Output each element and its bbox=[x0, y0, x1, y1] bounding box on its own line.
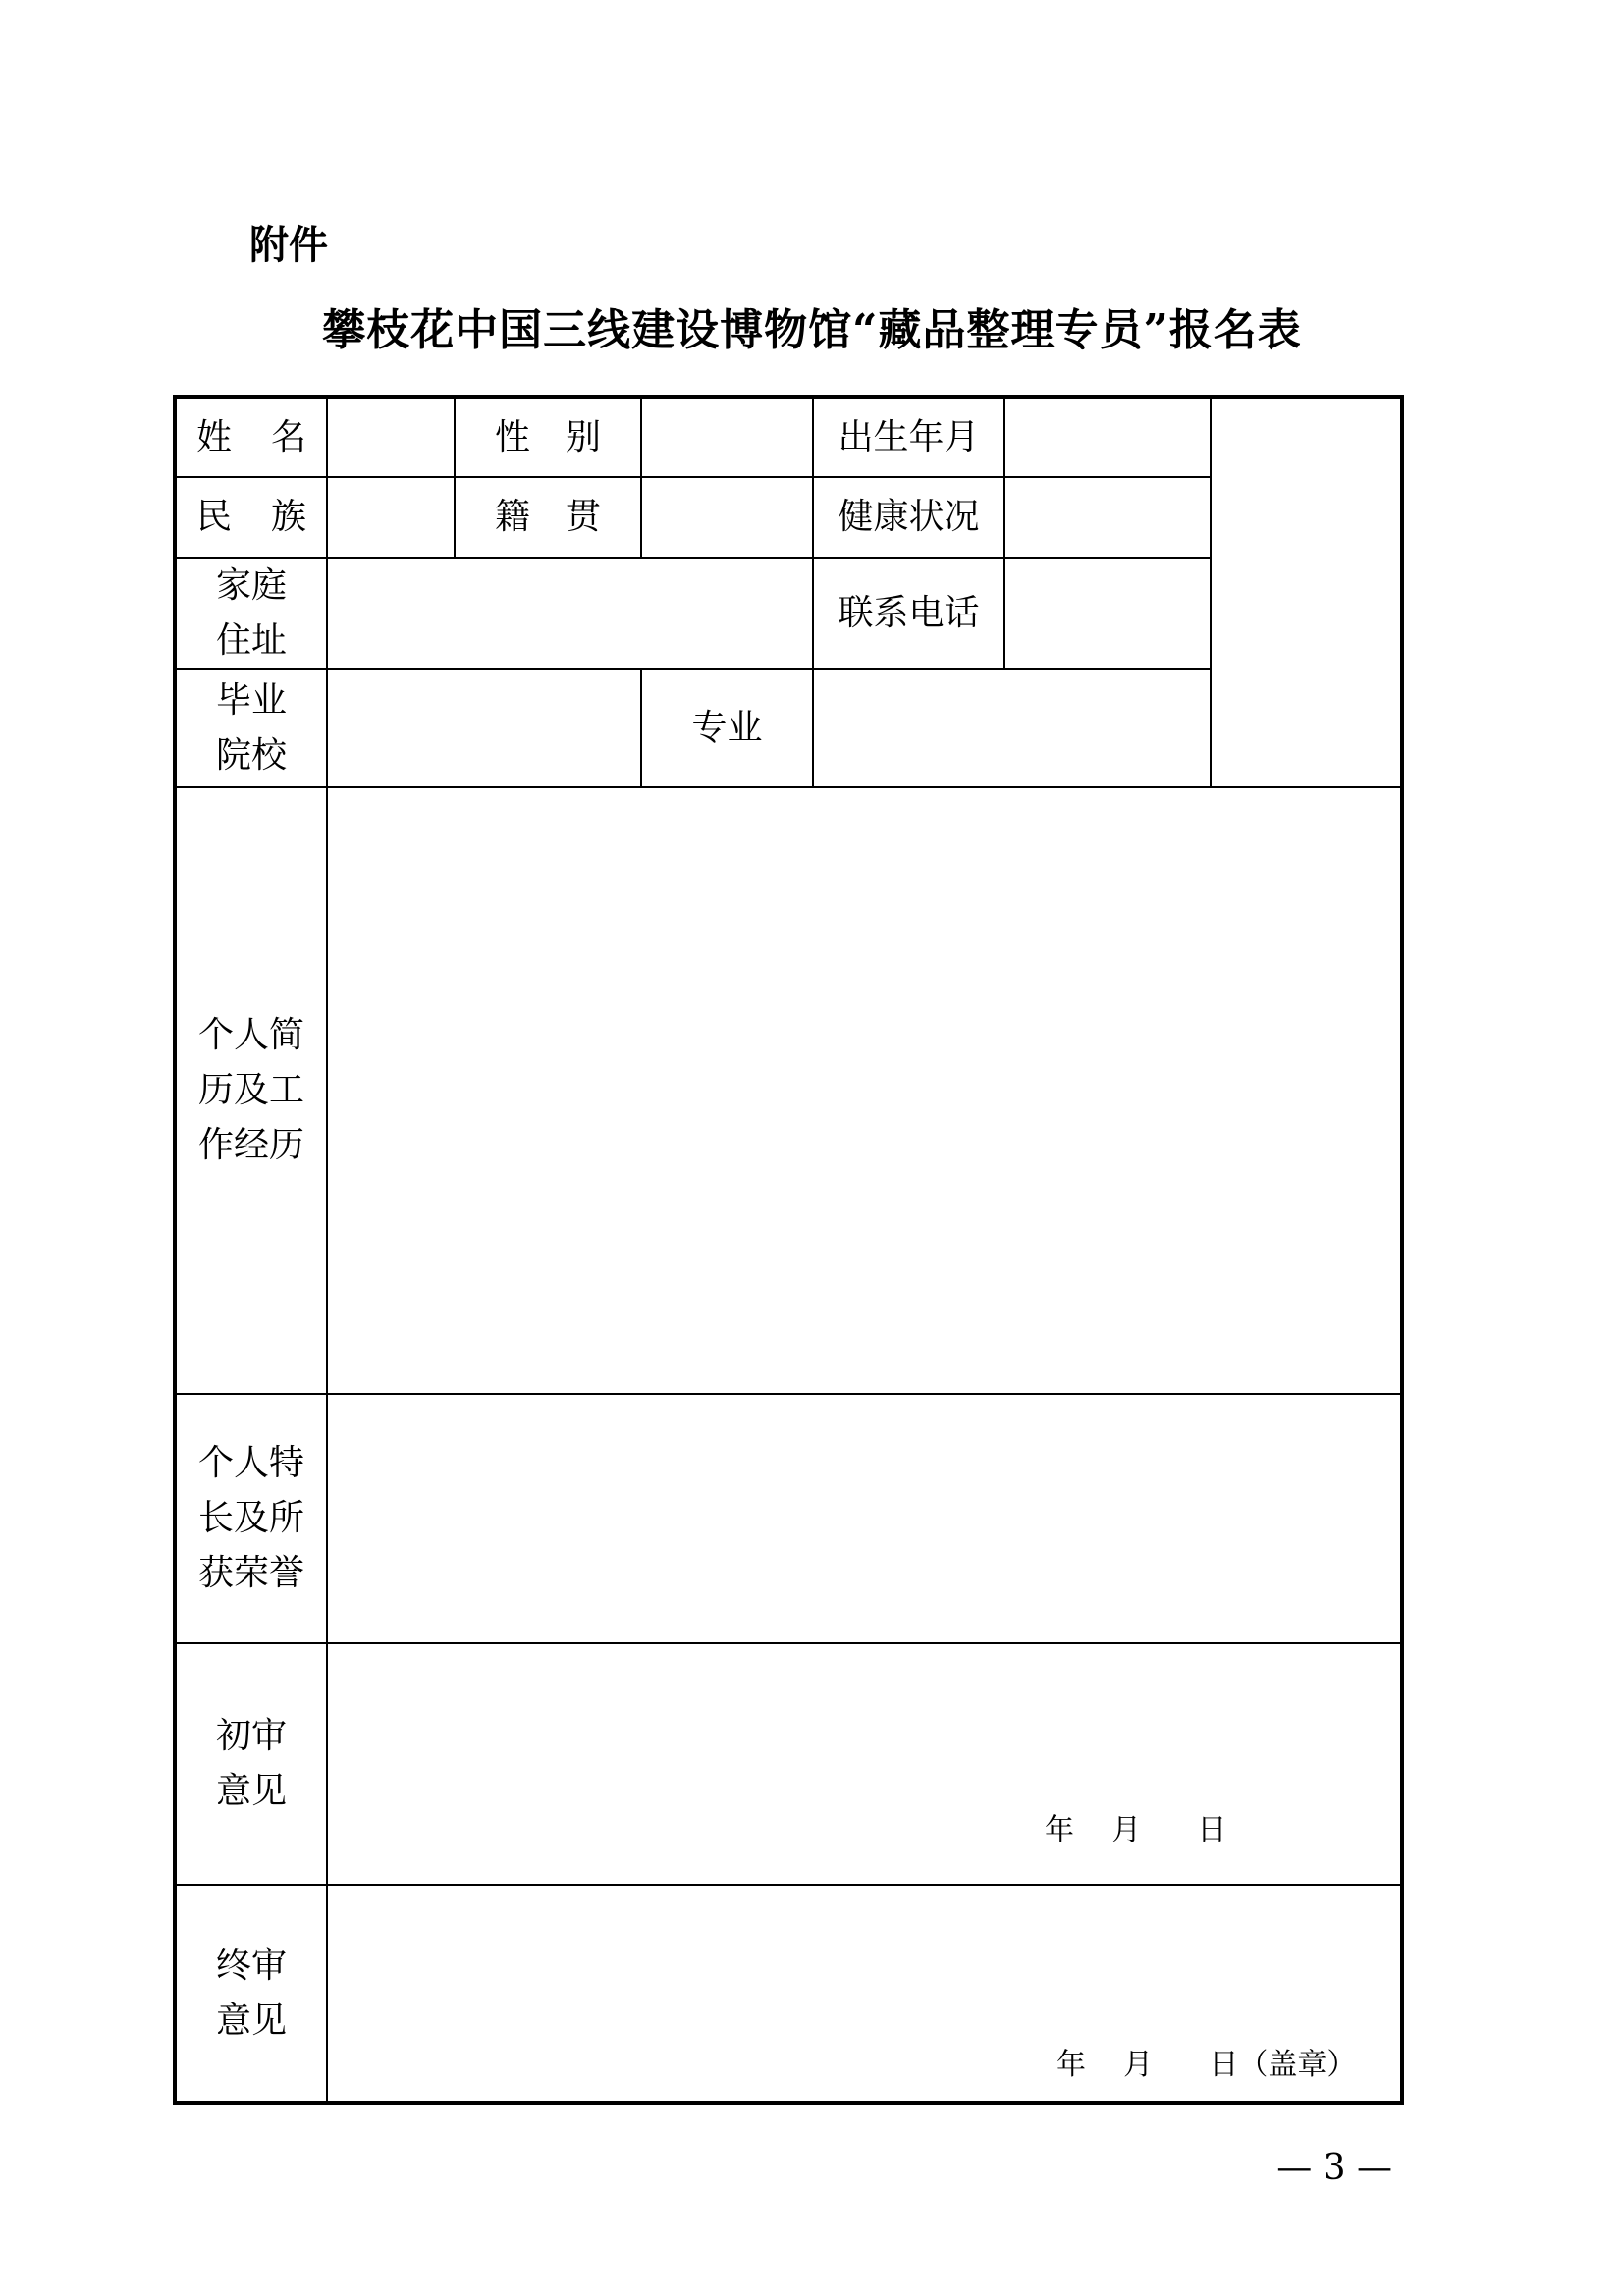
registration-form-table bbox=[173, 395, 1404, 2105]
input-phone[interactable] bbox=[1004, 558, 1211, 669]
label-prelim-line2: 意见 bbox=[215, 1771, 287, 1811]
label-final-review bbox=[175, 1885, 327, 2103]
input-name[interactable] bbox=[327, 397, 455, 477]
label-ethnicity: 民族 bbox=[175, 477, 327, 558]
photo-area[interactable] bbox=[1211, 397, 1402, 787]
input-gender[interactable] bbox=[641, 397, 813, 477]
label-school-line2: 院校 bbox=[215, 735, 287, 775]
label-phone: 联系电话 bbox=[813, 558, 1004, 669]
label-address-line1: 家庭 bbox=[215, 565, 287, 606]
label-resume-line1: 个人简 bbox=[197, 1015, 304, 1055]
input-birth[interactable] bbox=[1004, 397, 1211, 477]
input-skills[interactable] bbox=[327, 1394, 1402, 1643]
form-title: 攀枝花中国三线建设博物馆“藏品整理专员”报名表 bbox=[322, 305, 1302, 355]
input-resume[interactable] bbox=[327, 787, 1402, 1394]
label-major: 专业 bbox=[641, 669, 813, 787]
label-gender: 性别 bbox=[455, 397, 641, 477]
label-health: 健康状况 bbox=[813, 477, 1004, 558]
input-school[interactable] bbox=[327, 669, 641, 787]
label-prelim-review bbox=[175, 1643, 327, 1885]
label-final-line2: 意见 bbox=[215, 2000, 287, 2041]
input-address[interactable] bbox=[327, 558, 813, 669]
label-resume-line2: 历及工 bbox=[197, 1070, 304, 1110]
input-final-review[interactable] bbox=[327, 1885, 1402, 2103]
label-skills bbox=[175, 1394, 327, 1643]
label-skills-line2: 长及所 bbox=[197, 1498, 304, 1538]
label-address-line2: 住址 bbox=[215, 620, 287, 661]
label-address bbox=[175, 558, 327, 669]
input-health[interactable] bbox=[1004, 477, 1211, 558]
label-school bbox=[175, 669, 327, 787]
final-date-seal: 年 月 日（盖章） bbox=[1056, 2048, 1357, 2082]
input-ethnicity[interactable] bbox=[327, 477, 455, 558]
label-resume-line3: 作经历 bbox=[197, 1125, 304, 1165]
prelim-date: 年 月 日 bbox=[1045, 1813, 1227, 1847]
label-prelim-line1: 初审 bbox=[215, 1716, 287, 1756]
label-skills-line1: 个人特 bbox=[197, 1443, 304, 1483]
input-major[interactable] bbox=[813, 669, 1211, 787]
label-name: 姓名 bbox=[175, 397, 327, 477]
label-final-line1: 终审 bbox=[215, 1945, 287, 1986]
label-birth: 出生年月 bbox=[813, 397, 1004, 477]
page-number: — 3 — bbox=[1276, 2148, 1392, 2188]
label-native-place: 籍贯 bbox=[455, 477, 641, 558]
label-skills-line3: 获荣誉 bbox=[197, 1553, 304, 1593]
label-resume bbox=[175, 787, 327, 1394]
label-school-line1: 毕业 bbox=[215, 680, 287, 721]
input-native-place[interactable] bbox=[641, 477, 813, 558]
attachment-label: 附件 bbox=[249, 223, 328, 268]
input-prelim-review[interactable] bbox=[327, 1643, 1402, 1885]
